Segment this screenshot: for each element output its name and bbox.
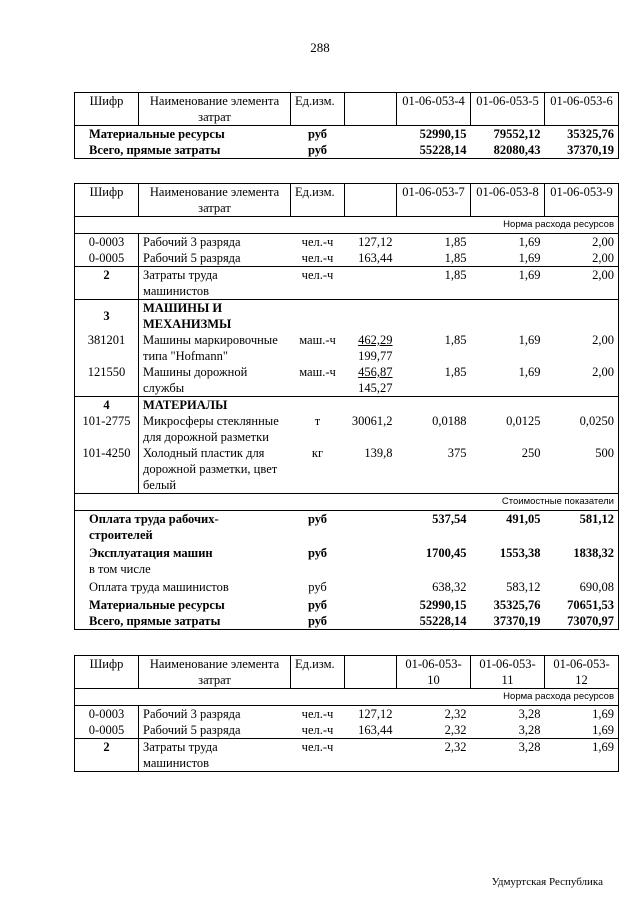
col-code: 01-06-053- <box>405 657 462 671</box>
table-row <box>75 250 619 267</box>
table-row <box>75 613 619 630</box>
cell-value: 70651,53 <box>567 598 614 612</box>
row-unit: кг <box>311 446 324 460</box>
row-unit: руб <box>291 126 345 143</box>
table-row <box>75 364 619 397</box>
cell-value: 1838,32 <box>573 546 614 560</box>
row-name-2: службы <box>143 381 185 395</box>
cell-value: 1,85 <box>444 251 467 265</box>
section-code: 4 <box>75 397 139 414</box>
cell-value: 82080,43 <box>471 142 545 159</box>
row-name-2: для дорожной разметки <box>143 430 269 444</box>
cell-value: 500 <box>595 446 614 460</box>
row-code: 121550 <box>87 365 126 379</box>
cell-value: 1,85 <box>444 333 467 347</box>
row-price-2: 199,77 <box>358 349 393 363</box>
row-unit: руб <box>308 580 327 594</box>
cell-value: 250 <box>521 446 541 460</box>
row-name-2: машинистов <box>143 756 210 770</box>
row-code: 101-2775 <box>82 414 131 428</box>
col-code: 01-06-053- <box>553 657 610 671</box>
cell-value: 52990,15 <box>419 598 467 612</box>
table-2 <box>74 183 619 630</box>
header-unit: Ед.изм. <box>295 657 335 671</box>
table-row <box>75 577 619 595</box>
table-row <box>75 706 619 723</box>
row-code: 2 <box>75 739 139 772</box>
row-unit: чел.-ч <box>301 235 334 249</box>
row-name: Материальные ресурсы <box>89 598 225 612</box>
cell-value: 3,28 <box>471 739 545 772</box>
table-header <box>75 656 619 689</box>
cell-value: 73070,97 <box>545 613 619 630</box>
row-unit: чел.-ч <box>301 723 334 737</box>
cell-value: 2,32 <box>444 707 467 721</box>
row-unit: руб <box>291 142 345 159</box>
row-unit: руб <box>307 598 328 612</box>
cost-label: Стоимостные показатели <box>75 494 619 511</box>
norm-label-row <box>75 689 619 706</box>
footer-region: Удмуртская Республика <box>491 876 603 888</box>
header-name-2: затрат <box>198 110 231 124</box>
section-title: МАТЕРИАЛЫ <box>139 397 291 414</box>
row-code: 101-4250 <box>82 446 131 460</box>
row-price: 163,44 <box>358 251 393 265</box>
col-code: 01-06-053-7 <box>402 185 465 199</box>
col-code: 01-06-053-8 <box>476 185 539 199</box>
cell-value: 2,32 <box>444 723 467 737</box>
row-name: Оплата труда рабочих- <box>89 512 219 526</box>
row-name: Затраты труда <box>143 740 218 754</box>
page-number: 288 <box>310 40 330 55</box>
table-row <box>75 739 619 772</box>
cell-value: 1700,45 <box>425 546 467 560</box>
col-code: 01-06-053- <box>479 657 536 671</box>
table-header <box>75 93 619 126</box>
row-code: 0-0005 <box>88 251 125 265</box>
row-code: 0-0003 <box>88 707 125 721</box>
table-row <box>75 561 619 577</box>
row-name: Рабочий 5 разряда <box>139 250 291 267</box>
section-code: 3 <box>75 300 139 333</box>
col-code: 01-06-053-6 <box>550 94 613 108</box>
row-price: 462,29 <box>358 333 393 347</box>
cell-value: 583,12 <box>506 580 541 594</box>
row-name-3: белый <box>143 478 177 492</box>
cell-value: 1,69 <box>518 235 541 249</box>
row-unit: маш.-ч <box>299 365 336 379</box>
norm-label: Норма расхода ресурсов <box>75 689 619 706</box>
table-header <box>75 184 619 217</box>
section-title: МАШИНЫ И <box>143 301 223 315</box>
row-unit: маш.-ч <box>299 333 336 347</box>
row-name: Рабочий 5 разряда <box>139 722 291 739</box>
cell-value: 2,32 <box>397 739 471 772</box>
table-row <box>75 267 619 300</box>
cell-value: 2,00 <box>545 267 619 300</box>
row-code: 2 <box>75 267 139 300</box>
header-code: Шифр <box>89 94 124 108</box>
cell-value: 1,69 <box>592 723 614 737</box>
table-row <box>75 413 619 445</box>
cell-value: 2,00 <box>592 251 614 265</box>
cell-value: 1,69 <box>518 333 541 347</box>
row-unit: руб <box>291 613 345 630</box>
cell-value: 638,32 <box>432 580 467 594</box>
row-unit: чел.-ч <box>291 739 345 772</box>
norm-label: Норма расхода ресурсов <box>75 217 619 234</box>
col-code-2: 10 <box>427 673 440 687</box>
section-title-2: МЕХАНИЗМЫ <box>143 317 232 331</box>
table-row <box>75 543 619 561</box>
cell-value: 1,85 <box>397 267 471 300</box>
col-code: 01-06-053-9 <box>550 185 613 199</box>
header-unit: Ед.изм. <box>295 94 335 108</box>
table-1 <box>74 92 619 159</box>
cell-value: 1,69 <box>518 365 541 379</box>
row-unit: т <box>314 414 321 428</box>
table-3 <box>74 655 619 772</box>
norm-label-row <box>75 217 619 234</box>
cell-value: 35325,76 <box>493 598 541 612</box>
table-row <box>75 332 619 364</box>
row-price: 163,44 <box>358 723 393 737</box>
col-code-2: 12 <box>575 673 588 687</box>
row-name: Рабочий 3 разряда <box>139 706 291 723</box>
col-code: 01-06-053-4 <box>402 94 465 108</box>
row-name: Всего, прямые затраты <box>75 613 291 630</box>
cell-value: 491,05 <box>506 512 541 526</box>
col-code: 01-06-053-5 <box>476 94 539 108</box>
row-name: Микросферы стеклянные <box>143 414 279 428</box>
table-row <box>75 722 619 739</box>
row-price: 127,12 <box>358 235 393 249</box>
cell-value: 79552,12 <box>471 126 545 143</box>
row-price: 127,12 <box>358 707 393 721</box>
cell-value: 3,28 <box>518 723 541 737</box>
row-name: в том числе <box>89 562 151 576</box>
cell-value: 1,69 <box>518 251 541 265</box>
header-name-2: затрат <box>198 201 231 215</box>
row-name: Эксплуатация машин <box>89 546 213 560</box>
cell-value: 0,0125 <box>506 414 541 428</box>
row-price: 139,8 <box>364 446 393 460</box>
row-price-2: 145,27 <box>358 381 393 395</box>
section-row <box>75 300 619 333</box>
table-row <box>75 142 619 159</box>
row-code: 0-0005 <box>88 723 125 737</box>
row-name: Машины дорожной <box>143 365 248 379</box>
cost-label-row <box>75 494 619 511</box>
cell-value: 3,28 <box>518 707 541 721</box>
row-price: 30061,2 <box>351 414 393 428</box>
header-name: Наименование элемента <box>149 657 280 671</box>
header-name: Наименование элемента <box>149 94 280 108</box>
cell-value: 375 <box>447 446 467 460</box>
row-unit: чел.-ч <box>301 707 334 721</box>
row-unit: руб <box>307 546 328 560</box>
table-row <box>75 511 619 544</box>
header-code: Шифр <box>89 657 124 671</box>
table-row <box>75 234 619 251</box>
cell-value: 0,0250 <box>579 414 614 428</box>
cell-value: 537,54 <box>432 512 467 526</box>
row-name-2: дорожной разметки, цвет <box>143 462 278 476</box>
col-code-2: 11 <box>501 673 514 687</box>
table-row <box>75 595 619 613</box>
cell-value: 35325,76 <box>545 126 619 143</box>
table-row <box>75 126 619 143</box>
row-code: 0-0003 <box>88 235 125 249</box>
cell-value: 37370,19 <box>471 613 545 630</box>
row-name: Затраты труда <box>143 268 218 282</box>
row-name-2: машинистов <box>143 284 210 298</box>
cell-value: 690,08 <box>579 580 614 594</box>
cell-value: 37370,19 <box>545 142 619 159</box>
row-unit: руб <box>307 512 328 526</box>
row-name-2: типа "Hofmann" <box>143 349 228 363</box>
row-unit: чел.-ч <box>301 251 334 265</box>
section-row <box>75 397 619 414</box>
cell-value: 55228,14 <box>397 142 471 159</box>
cell-value: 1,69 <box>471 267 545 300</box>
row-name: Всего, прямые затраты <box>75 142 291 159</box>
row-price: 456,87 <box>358 365 393 379</box>
header-name-2: затрат <box>198 673 231 687</box>
row-name: Холодный пластик для <box>143 446 265 460</box>
header-unit: Ед.изм. <box>295 185 335 199</box>
row-unit: чел.-ч <box>291 267 345 300</box>
cell-value: 1553,38 <box>499 546 541 560</box>
cell-value: 581,12 <box>579 512 614 526</box>
row-name: Оплата труда машинистов <box>89 580 229 594</box>
row-code: 381201 <box>87 333 126 347</box>
header-name: Наименование элемента <box>149 185 280 199</box>
cell-value: 0,0188 <box>432 414 467 428</box>
row-name: Машины маркировочные <box>143 333 278 347</box>
cell-value: 52990,15 <box>397 126 471 143</box>
cell-value: 1,85 <box>444 235 467 249</box>
cell-value: 2,00 <box>592 235 614 249</box>
table-row <box>75 445 619 494</box>
cell-value: 2,00 <box>592 333 614 347</box>
row-name-2: строителей <box>89 528 153 542</box>
header-code: Шифр <box>89 185 124 199</box>
row-name: Рабочий 3 разряда <box>139 234 291 251</box>
cell-value: 55228,14 <box>397 613 471 630</box>
cell-value: 1,69 <box>545 739 619 772</box>
row-name: Материальные ресурсы <box>75 126 291 143</box>
cell-value: 1,85 <box>444 365 467 379</box>
cell-value: 1,69 <box>592 707 614 721</box>
cell-value: 2,00 <box>592 365 614 379</box>
